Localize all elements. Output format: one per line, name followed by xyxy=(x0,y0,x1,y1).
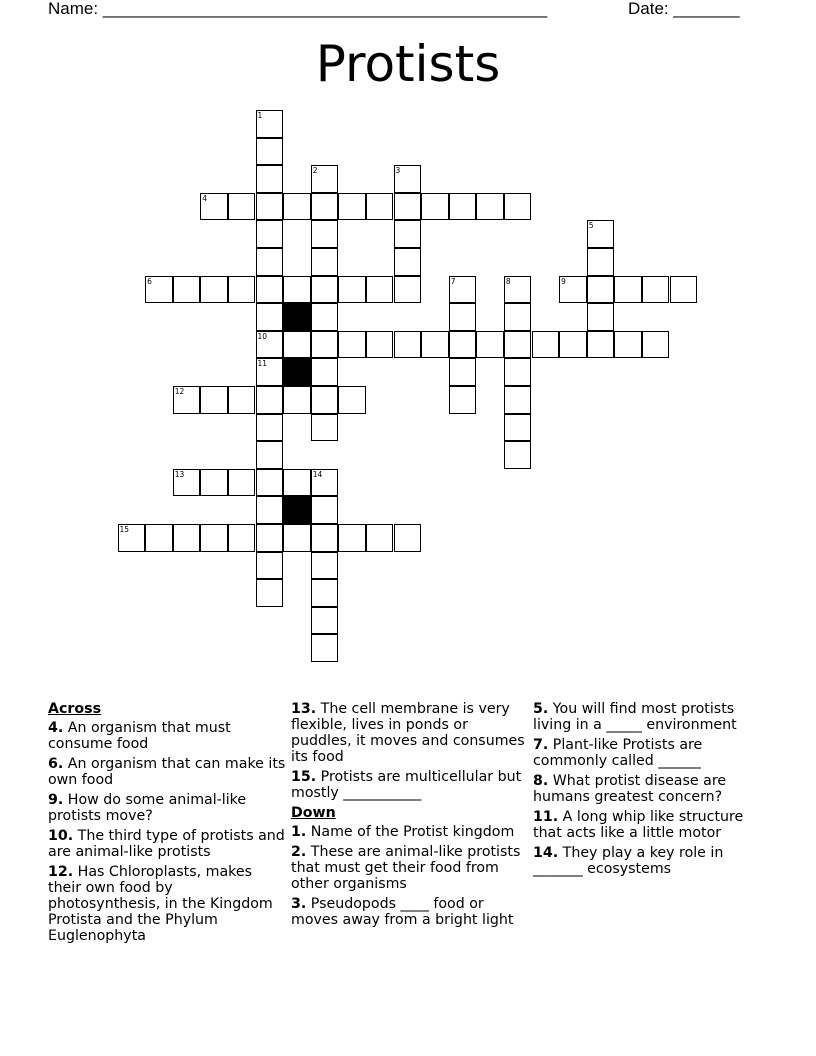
grid-cell[interactable] xyxy=(200,193,228,221)
cell-number: 1 xyxy=(257,111,263,120)
clue-down-5: 5. You will find most protists living in a _____ environment xyxy=(533,701,737,733)
clue-down-3: 3. Pseudopods ____ food or moves away from a bright light xyxy=(291,896,514,928)
clue-across-9: 9. How do some animal-like protists move? xyxy=(48,792,247,824)
grid-cell[interactable] xyxy=(283,386,311,414)
grid-cell[interactable] xyxy=(504,358,532,386)
grid-cell[interactable] xyxy=(311,386,339,414)
cell-number: 6 xyxy=(147,276,152,286)
grid-cell[interactable] xyxy=(311,607,339,635)
grid-cell[interactable] xyxy=(311,276,339,304)
grid-cell[interactable] xyxy=(200,524,228,552)
grid-cell[interactable] xyxy=(587,331,615,359)
cell-number: 8 xyxy=(505,276,511,286)
grid-cell[interactable] xyxy=(311,552,339,580)
grid-cell[interactable] xyxy=(311,414,339,442)
grid-cell[interactable] xyxy=(173,386,201,414)
grid-cell[interactable] xyxy=(145,524,173,552)
grid-cell[interactable] xyxy=(394,331,422,359)
grid-cell[interactable] xyxy=(559,331,587,359)
grid-cell[interactable] xyxy=(200,386,228,414)
grid-cell[interactable] xyxy=(145,276,173,304)
grid-cell[interactable] xyxy=(256,579,284,607)
grid-cell[interactable] xyxy=(256,358,284,386)
grid-cell[interactable] xyxy=(200,276,228,304)
grid-cell[interactable] xyxy=(283,524,311,552)
grid-cell[interactable] xyxy=(421,331,449,359)
cell-number: 12 xyxy=(174,387,185,396)
clue-across-12: 12. Has Chloroplasts, makes their own food by photosynthesis, in the Kingdom Protista and the Phylum Euglenophyta xyxy=(48,864,273,944)
name-field[interactable]: Name: _______________________________________________ xyxy=(48,0,548,18)
grid-cell[interactable] xyxy=(394,220,422,248)
cell-number: 4 xyxy=(202,193,208,203)
cell-number: 9 xyxy=(561,276,566,286)
grid-cell[interactable] xyxy=(256,441,284,469)
grid-cell[interactable] xyxy=(311,248,339,276)
grid-cell[interactable] xyxy=(504,441,532,469)
grid-cell[interactable] xyxy=(449,276,477,304)
grid-cell[interactable] xyxy=(366,524,394,552)
grid-cell[interactable] xyxy=(256,386,284,414)
grid-cell[interactable] xyxy=(476,331,504,359)
grid-cell[interactable] xyxy=(173,469,201,497)
grid-cell[interactable] xyxy=(449,303,477,331)
grid-cell[interactable] xyxy=(449,331,477,359)
grid-cell[interactable] xyxy=(256,331,284,359)
clue-across-13: 13. The cell membrane is very flexible, lives in ponds or puddles, it moves and consumes its food xyxy=(291,701,525,765)
grid-cell[interactable] xyxy=(256,220,284,248)
grid-cell[interactable] xyxy=(504,414,532,442)
clue-across-15: 15. Protists are multicellular but mostly ___________ xyxy=(291,769,522,801)
grid-cell[interactable] xyxy=(256,414,284,442)
grid-cell[interactable] xyxy=(504,193,532,221)
grid-cell[interactable] xyxy=(256,165,284,193)
grid-cell[interactable] xyxy=(256,138,284,166)
cell-number: 3 xyxy=(395,166,401,176)
cell-number: 11 xyxy=(257,359,268,369)
grid-cell[interactable] xyxy=(118,524,146,552)
grid-cell[interactable] xyxy=(421,193,449,221)
across-heading: Across xyxy=(48,701,102,717)
date-field[interactable]: Date: _______ xyxy=(628,0,740,18)
clues-column-1 xyxy=(48,701,286,948)
grid-cell[interactable] xyxy=(256,524,284,552)
down-heading: Down xyxy=(291,805,336,821)
grid-cell[interactable] xyxy=(228,524,256,552)
grid-cell[interactable] xyxy=(256,303,284,331)
grid-cell[interactable] xyxy=(338,386,366,414)
grid-cell[interactable] xyxy=(338,331,366,359)
clue-down-11: 11. A long whip like structure that acts like a little motor xyxy=(533,809,744,841)
grid-cell[interactable] xyxy=(256,248,284,276)
grid-cell[interactable] xyxy=(283,331,311,359)
grid-cell[interactable] xyxy=(587,248,615,276)
grid-cell[interactable] xyxy=(228,193,256,221)
grid-cell[interactable] xyxy=(173,524,201,552)
clue-down-14: 14. They play a key role in _______ ecosystems xyxy=(533,845,724,877)
grid-cell[interactable] xyxy=(173,276,201,304)
grid-cell[interactable] xyxy=(311,496,339,524)
grid-cell[interactable] xyxy=(504,276,532,304)
grid-cell[interactable] xyxy=(311,165,339,193)
grid-cell[interactable] xyxy=(283,276,311,304)
cell-number: 15 xyxy=(119,525,130,534)
grid-cell[interactable] xyxy=(338,276,366,304)
black-cell xyxy=(283,358,311,386)
grid-cell[interactable] xyxy=(283,193,311,221)
grid-cell[interactable] xyxy=(228,469,256,497)
cell-number: 10 xyxy=(257,331,268,341)
grid-cell[interactable] xyxy=(614,276,642,304)
grid-cell[interactable] xyxy=(311,634,339,662)
grid-cell[interactable] xyxy=(504,331,532,359)
cell-number: 14 xyxy=(312,469,323,479)
clue-down-8: 8. What protist disease are humans greatest concern? xyxy=(533,773,727,805)
grid-cell[interactable] xyxy=(256,469,284,497)
grid-cell[interactable] xyxy=(311,220,339,248)
clue-down-2: 2. These are animal-like protists that must get their food from other organisms xyxy=(291,844,521,892)
clue-down-7: 7. Plant-like Protists are commonly called ______ xyxy=(533,737,703,769)
grid-cell[interactable] xyxy=(366,276,394,304)
grid-cell[interactable] xyxy=(394,524,422,552)
grid-cell[interactable] xyxy=(587,276,615,304)
clues-column-3 xyxy=(533,701,771,881)
grid-cell[interactable] xyxy=(256,276,284,304)
grid-cell[interactable] xyxy=(256,496,284,524)
grid-cell[interactable] xyxy=(256,193,284,221)
grid-cell[interactable] xyxy=(311,331,339,359)
grid-cell[interactable] xyxy=(587,303,615,331)
clue-across-6: 6. An organism that can make its own food xyxy=(48,756,286,788)
grid-cell[interactable] xyxy=(532,331,560,359)
grid-cell[interactable] xyxy=(449,193,477,221)
black-cell xyxy=(283,303,311,331)
grid-cell[interactable] xyxy=(476,193,504,221)
page-title: Protists xyxy=(315,35,501,93)
grid-cell[interactable] xyxy=(394,165,422,193)
grid-cell[interactable] xyxy=(614,331,642,359)
clue-across-10: 10. The third type of protists and are animal-like protists xyxy=(48,828,285,860)
cell-number: 5 xyxy=(588,221,594,231)
grid-cell[interactable] xyxy=(642,331,670,359)
grid-cell[interactable] xyxy=(256,110,284,138)
grid-cell[interactable] xyxy=(394,276,422,304)
grid-cell[interactable] xyxy=(394,248,422,276)
grid-cell[interactable] xyxy=(338,193,366,221)
grid-cell[interactable] xyxy=(587,220,615,248)
grid-cell[interactable] xyxy=(283,469,311,497)
clues-column-2 xyxy=(291,701,529,932)
grid-cell[interactable] xyxy=(642,276,670,304)
grid-cell[interactable] xyxy=(228,386,256,414)
grid-cell[interactable] xyxy=(670,276,698,304)
grid-cell[interactable] xyxy=(366,193,394,221)
grid-cell[interactable] xyxy=(311,358,339,386)
cell-number: 2 xyxy=(312,166,318,176)
cell-number: 13 xyxy=(174,469,185,479)
grid-cell[interactable] xyxy=(311,193,339,221)
grid-cell[interactable] xyxy=(311,469,339,497)
grid-cell[interactable] xyxy=(366,331,394,359)
cell-number: 7 xyxy=(450,276,456,286)
black-cell xyxy=(283,496,311,524)
grid-cell[interactable] xyxy=(449,358,477,386)
grid-cell[interactable] xyxy=(504,303,532,331)
grid-cell[interactable] xyxy=(311,579,339,607)
clue-down-1: 1. Name of the Protist kingdom xyxy=(291,824,515,840)
grid-cell[interactable] xyxy=(504,386,532,414)
grid-cell[interactable] xyxy=(338,524,366,552)
grid-cell[interactable] xyxy=(256,552,284,580)
grid-cell[interactable] xyxy=(311,303,339,331)
grid-cell[interactable] xyxy=(394,193,422,221)
grid-cell[interactable] xyxy=(200,469,228,497)
grid-cell[interactable] xyxy=(311,524,339,552)
grid-cell[interactable] xyxy=(449,386,477,414)
grid-cell[interactable] xyxy=(559,276,587,304)
grid-cell[interactable] xyxy=(228,276,256,304)
clue-across-4: 4. An organism that must consume food xyxy=(48,720,231,752)
